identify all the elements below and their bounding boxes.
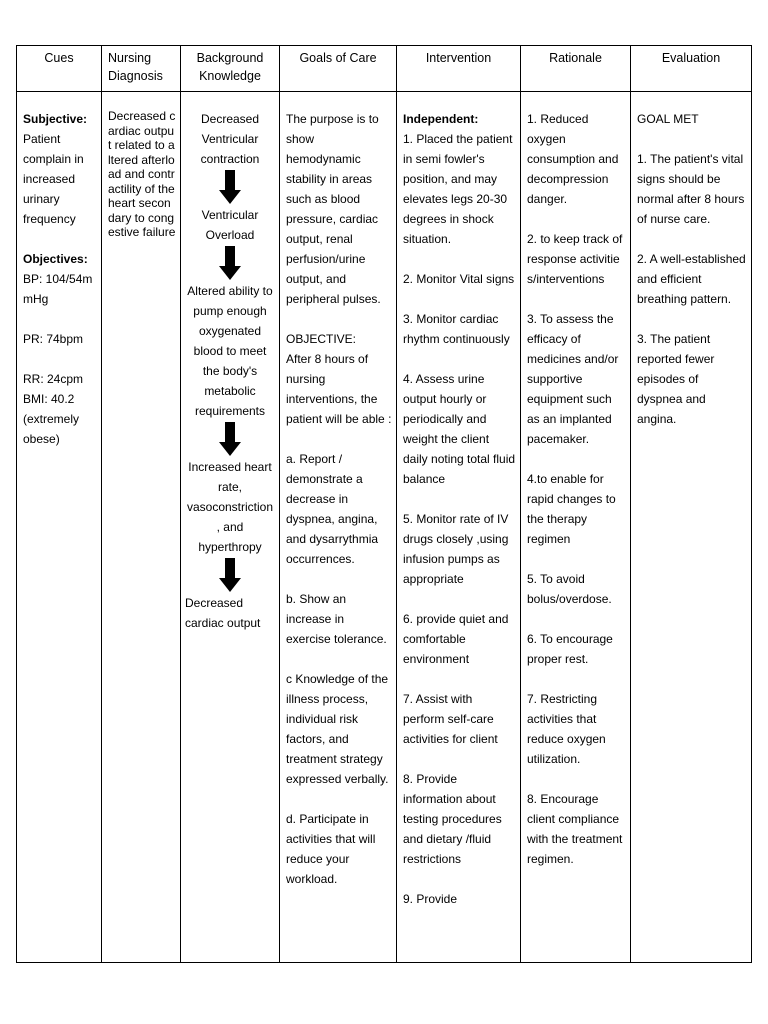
evaluation-item-1: 1. The patient's vital signs should be normal after 8 hours of nurse care.: [637, 152, 745, 226]
rationale-item-6: 6. To encourage proper rest.: [527, 632, 613, 666]
rationale-item-2: 2. to keep track of response activities/interventions: [527, 232, 623, 286]
rationale-item-1: 1. Reduced oxygen consumption and decompression danger.: [527, 112, 619, 206]
intervention-item-8: 8. Provide information about testing procedures and dietary /fluid restrictions: [403, 772, 502, 866]
rationale-item-7: 7. Restricting activities that reduce oxygen utilization.: [527, 692, 606, 766]
rationale-item-4: 4.to enable for rapid changes to the therapy regimen: [527, 472, 616, 546]
rationale-item-8: 8. Encourage client compliance with the treatment regimen.: [527, 792, 623, 866]
diagnosis-text: Decreased cardiac output related to altered afterload and contractility of the heart secondary to congestive failure: [108, 109, 176, 239]
evaluation-status: GOAL MET: [637, 112, 699, 126]
intervention-item-5: 5. Monitor rate of IV drugs closely ,using infusion pumps as appropriate: [403, 512, 509, 586]
cues-cell: [17, 92, 102, 963]
intervention-item-9: 9. Provide: [403, 892, 458, 906]
bmi-value: BMI: 40.2 (extremely obese): [23, 392, 80, 446]
evaluation-item-3: 3. The patient reported fewer episodes of dyspnea and angina.: [637, 332, 715, 426]
intervention-item-4: 4. Assess urine output hourly or periodically and weight the client daily noting total fluid balance: [403, 372, 516, 486]
intervention-cell: [397, 92, 521, 963]
goal-a: a. Report / demonstrate a decrease in dyspnea, angina, and dysarrythmia occurrences.: [286, 452, 379, 566]
subjective-text: Patient complain in increased urinary frequency: [23, 132, 84, 226]
down-arrow-icon: [218, 245, 242, 281]
content-row: [17, 92, 752, 963]
goals-objective-intro: After 8 hours of nursing interventions, the patient will be able :: [286, 352, 392, 426]
rationale-item-5: 5. To avoid bolus/overdose.: [527, 572, 612, 606]
subjective-label: Subjective:: [23, 112, 88, 126]
header-intervention: Intervention: [397, 46, 521, 92]
background-step-3: Altered ability to pump enough oxygenated blood to meet the body's metabolic requirements: [187, 284, 273, 418]
background-cell: [181, 92, 280, 963]
header-nursing-diagnosis: Nursing Diagnosis: [102, 46, 181, 92]
goals-cell: [280, 92, 397, 963]
down-arrow-icon: [218, 557, 242, 593]
intervention-item-3: 3. Monitor cardiac rhythm continuously: [403, 312, 510, 346]
intervention-item-7: 7. Assist with perform self-care activities for client: [403, 692, 498, 746]
down-arrow-icon: [218, 421, 242, 457]
background-step-1: Decreased Ventricular contraction: [200, 112, 260, 166]
intervention-item-6: 6. provide quiet and comfortable environment: [403, 612, 509, 666]
nursing-care-plan-table: [16, 45, 752, 963]
background-step-2: Ventricular Overload: [201, 208, 259, 242]
intervention-item-1: 1. Placed the patient in semi fowler's position, and may elevates legs 20-30 degrees in shock situation.: [403, 132, 513, 246]
evaluation-item-2: 2. A well-established and efficient breathing pattern.: [637, 252, 746, 306]
header-evaluation: Evaluation: [631, 46, 752, 92]
rr-value: RR: 24cpm: [23, 372, 84, 386]
pr-value: PR: 74bpm: [23, 332, 84, 346]
goal-b: b. Show an increase in exercise tolerance.: [286, 592, 387, 646]
goals-objective-label: OBJECTIVE:: [286, 332, 357, 346]
header-background-knowledge: Background Knowledge: [181, 46, 280, 92]
intervention-label: Independent:: [403, 112, 479, 126]
diagnosis-cell: [102, 92, 181, 963]
background-step-5: Decreased cardiac output: [185, 596, 261, 630]
rationale-item-3: 3. To assess the efficacy of medicines and/or supportive equipment such as an implanted pacemaker.: [527, 312, 619, 446]
intervention-item-2: 2. Monitor Vital signs: [403, 272, 515, 286]
header-goals-of-care: Goals of Care: [280, 46, 397, 92]
header-row: [17, 46, 752, 92]
evaluation-cell: [631, 92, 752, 963]
rationale-cell: [521, 92, 631, 963]
background-step-4: Increased heart rate, vasoconstriction , and hyperthropy: [186, 460, 274, 554]
header-cues: Cues: [17, 46, 102, 92]
goal-d: d. Participate in activities that will reduce your workload.: [286, 812, 376, 886]
goals-purpose: The purpose is to show hemodynamic stability in areas such as blood pressure, cardiac output, renal perfusion/urine output, and peripheral pulses.: [286, 112, 381, 306]
bp-value: BP: 104/54mmHg: [23, 272, 93, 306]
header-rationale: Rationale: [521, 46, 631, 92]
objectives-label: Objectives:: [23, 252, 88, 266]
goal-c: c Knowledge of the illness process, individual risk factors, and treatment strategy expressed verbally.: [286, 672, 389, 786]
down-arrow-icon: [218, 169, 242, 205]
